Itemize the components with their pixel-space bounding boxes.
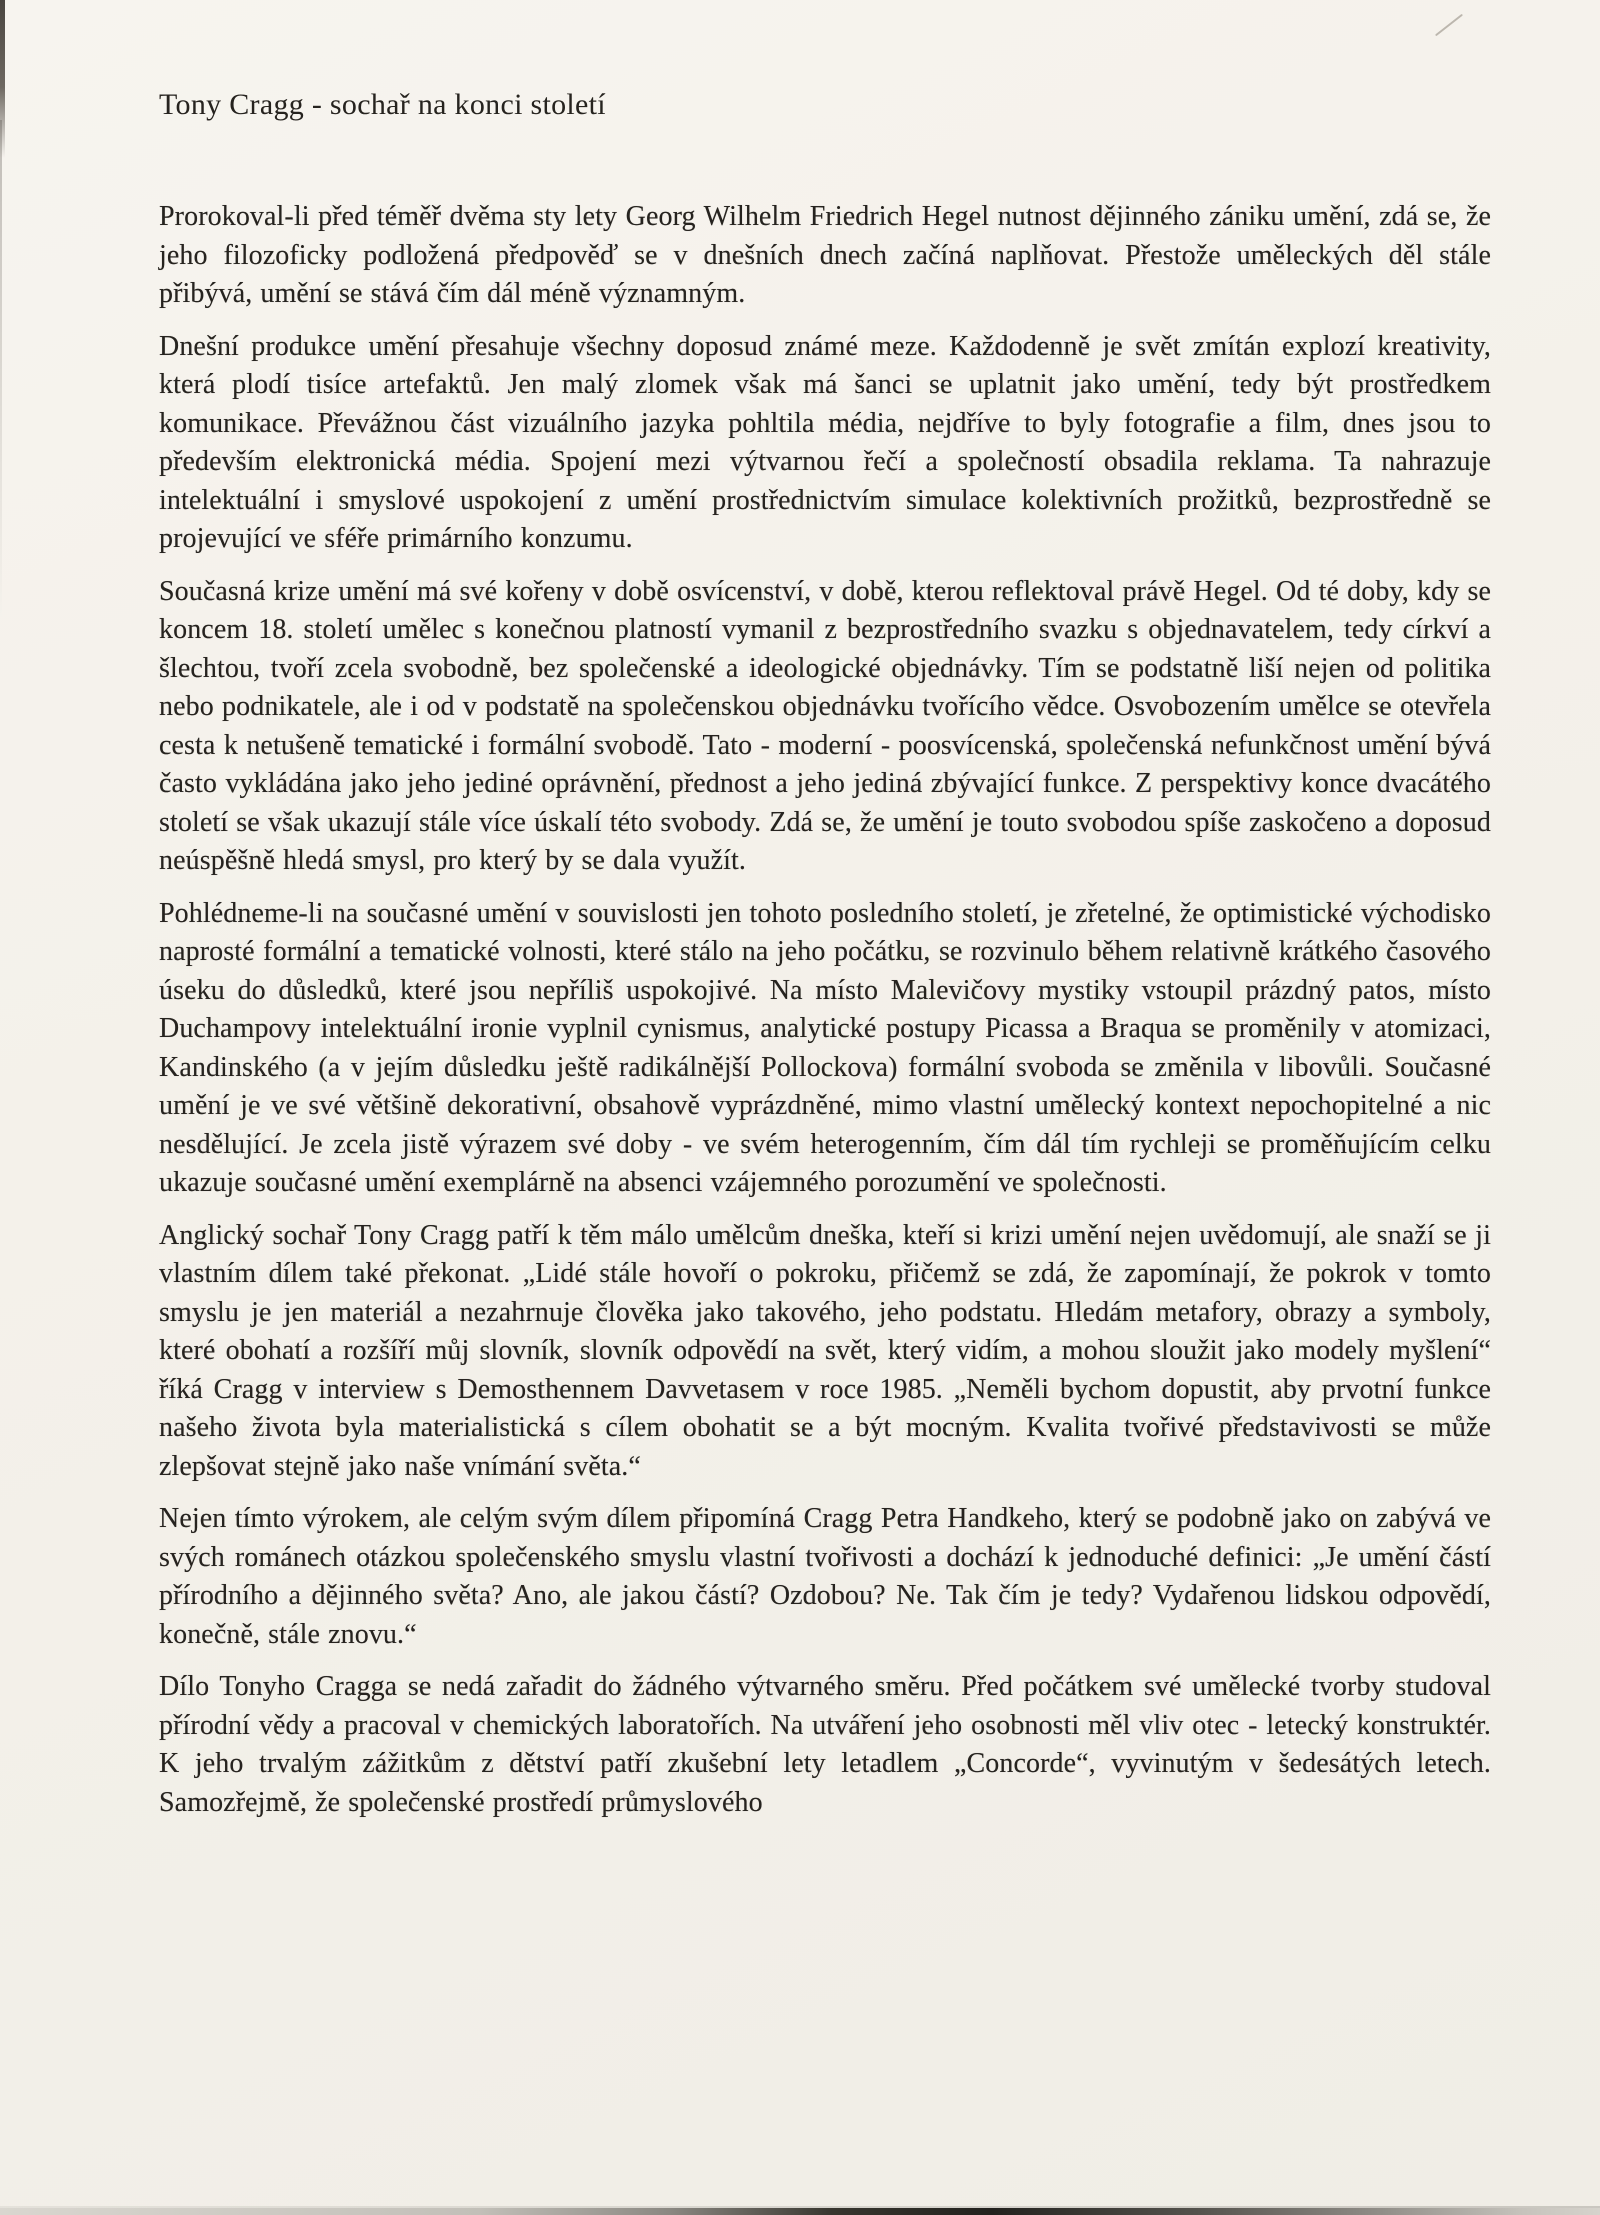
paragraph-1: Prorokoval-li před téměř dvěma sty lety Georg Wilhelm Friedrich Hegel nutnost dějinného zániku umění, zdá se, že jeho filozoficky podložená předpověď se v dnešních dnech začíná naplňovat. Přestože uměleckých děl stále přibývá, umění se stává čím dál méně významným. (159, 201, 1491, 309)
article (159, 88, 1491, 1822)
scan-edge-bottom-bar (0, 2208, 1600, 2215)
paragraph-5: Anglický sochař Tony Cragg patří k těm málo umělcům dneška, kteří si krizi umění nejen uvědomují, ale snaží se ji vlastním dílem také překonat. „Lidé stále hovoří o pokroku, přičemž se zdá, že zapomínají, že pokrok v tomto smyslu je jen materiál a nezahrnuje člověka jako takového, jeho podstatu. Hledám metafory, obrazy a symboly, které obohatí a rozšíří můj slovník, slovník odpovědí na svět, který vidím, a mohou sloužit jako modely myšlení“ říká Cragg v interview s Demosthennem Davvetasem v roce 1985. „Neměli bychom dopustit, aby prvotní funkce našeho života byla materialistická s cílem obohatit se a být mocným. Kvalita tvořivé představivosti se může zlepšovat stejně jako naše vnímání světa.“ (159, 1219, 1491, 1482)
paragraph-4: Pohlédneme-li na současné umění v souvislosti jen tohoto posledního století, je zřetelné, že optimistické východisko naprosté formální a tematické volnosti, které stálo na jeho počátku, se rozvinulo během relativně krátkého časového úseku do důsledků, které jsou nepříliš uspokojivé. Na místo Malevičovy mystiky vstoupil prázdný patos, místo Duchampovy intelektuální ironie vyplnil cynismus, analytické postupy Picassa a Braqua se proměnily v atomizaci, Kandinského (a v jejím důsledku ještě radikálnější Pollockova) formální svoboda se změnila v libovůli. Současné umění je ve své většině dekorativní, obsahově vyprázdněné, mimo vlastní umělecký kontext nepochopitelné a nic nesdělující. Je zcela jistě výrazem své doby - ve svém heterogenním, čím dál tím rychleji se proměňujícím celku ukazuje současné umění exemplárně na absenci vzájemného porozumění ve společnosti. (159, 897, 1491, 1198)
page-title: Tony Cragg - sochař na konci století (159, 88, 606, 121)
paragraph-2: Dnešní produkce umění přesahuje všechny doposud známé meze. Každodenně je svět zmítán explozí kreativity, která plodí tisíce artefaktů. Jen malý zlomek však má šanci se uplatnit jako umění, tedy být prostředkem komunikace. Převážnou část vizuálního jazyka pohltila média, nejdříve to byly fotografie a film, dnes jsou to především elektronická média. Spojení mezi výtvarnou řečí a společností obsadila reklama. Ta nahrazuje intelektuální i smyslové uspokojení z umění prostřednictvím simulace kolektivních prožitků, bezprostředně se projevující ve sféře primárního konzumu. (159, 330, 1491, 554)
paragraph-6: Nejen tímto výrokem, ale celým svým dílem připomíná Cragg Petra Handkeho, který se podobně jako on zabývá ve svých románech otázkou společenského smyslu vlastní tvořivosti a dochází k jednoduché definici: „Je umění částí přírodního a dějinného světa? Ano, ale jakou částí? Ozdobou? Ne. Tak čím je tedy? Vydařenou lidskou odpovědí, konečně, stále znovu.“ (159, 1503, 1491, 1650)
paragraph-3: Současná krize umění má své kořeny v době osvícenství, v době, kterou reflektoval právě Hegel. Od té doby, kdy se koncem 18. století umělec s konečnou platností vymanil z bezprostředního svazku s objednavatelem, tedy církví a šlechtou, tvoří zcela svobodně, bez společenské a ideologické objednávky. Tím se podstatně liší nejen od politika nebo podnikatele, ale i od v podstatě na společenskou objednávku tvořícího vědce. Osvobozením umělce se otevřela cesta k netušeně tematické i formální svobodě. Tato - moderní - poosvícenská, společenská nefunkčnost umění bývá často vykládána jako jeho jediné oprávnění, přednost a jeho jediná zbývající funkce. Z perspektivy konce dvacátého století se však ukazují stále více úskalí této svobody. Zdá se, že umění je touto svobodou spíše zaskočeno a doposud neúspěšně hledá smysl, pro který by se dala využít. (159, 575, 1491, 876)
scan-scratch-mark (1435, 14, 1463, 37)
paragraph-7: Dílo Tonyho Cragga se nedá zařadit do žádného výtvarného směru. Před počátkem své umělecké tvorby studoval přírodní vědy a pracoval v chemických laboratořích. Na utváření jeho osobnosti měl vliv otec - letecký konstruktér. K jeho trvalým zážitkům z dětství patří zkušební lety letadlem „Concorde“, vyvinutým v šedesátých letech. Samozřejmě, že společenské prostředí průmyslového (159, 1671, 1491, 1818)
scan-edge-shadow-left-faint (0, 120, 2, 620)
